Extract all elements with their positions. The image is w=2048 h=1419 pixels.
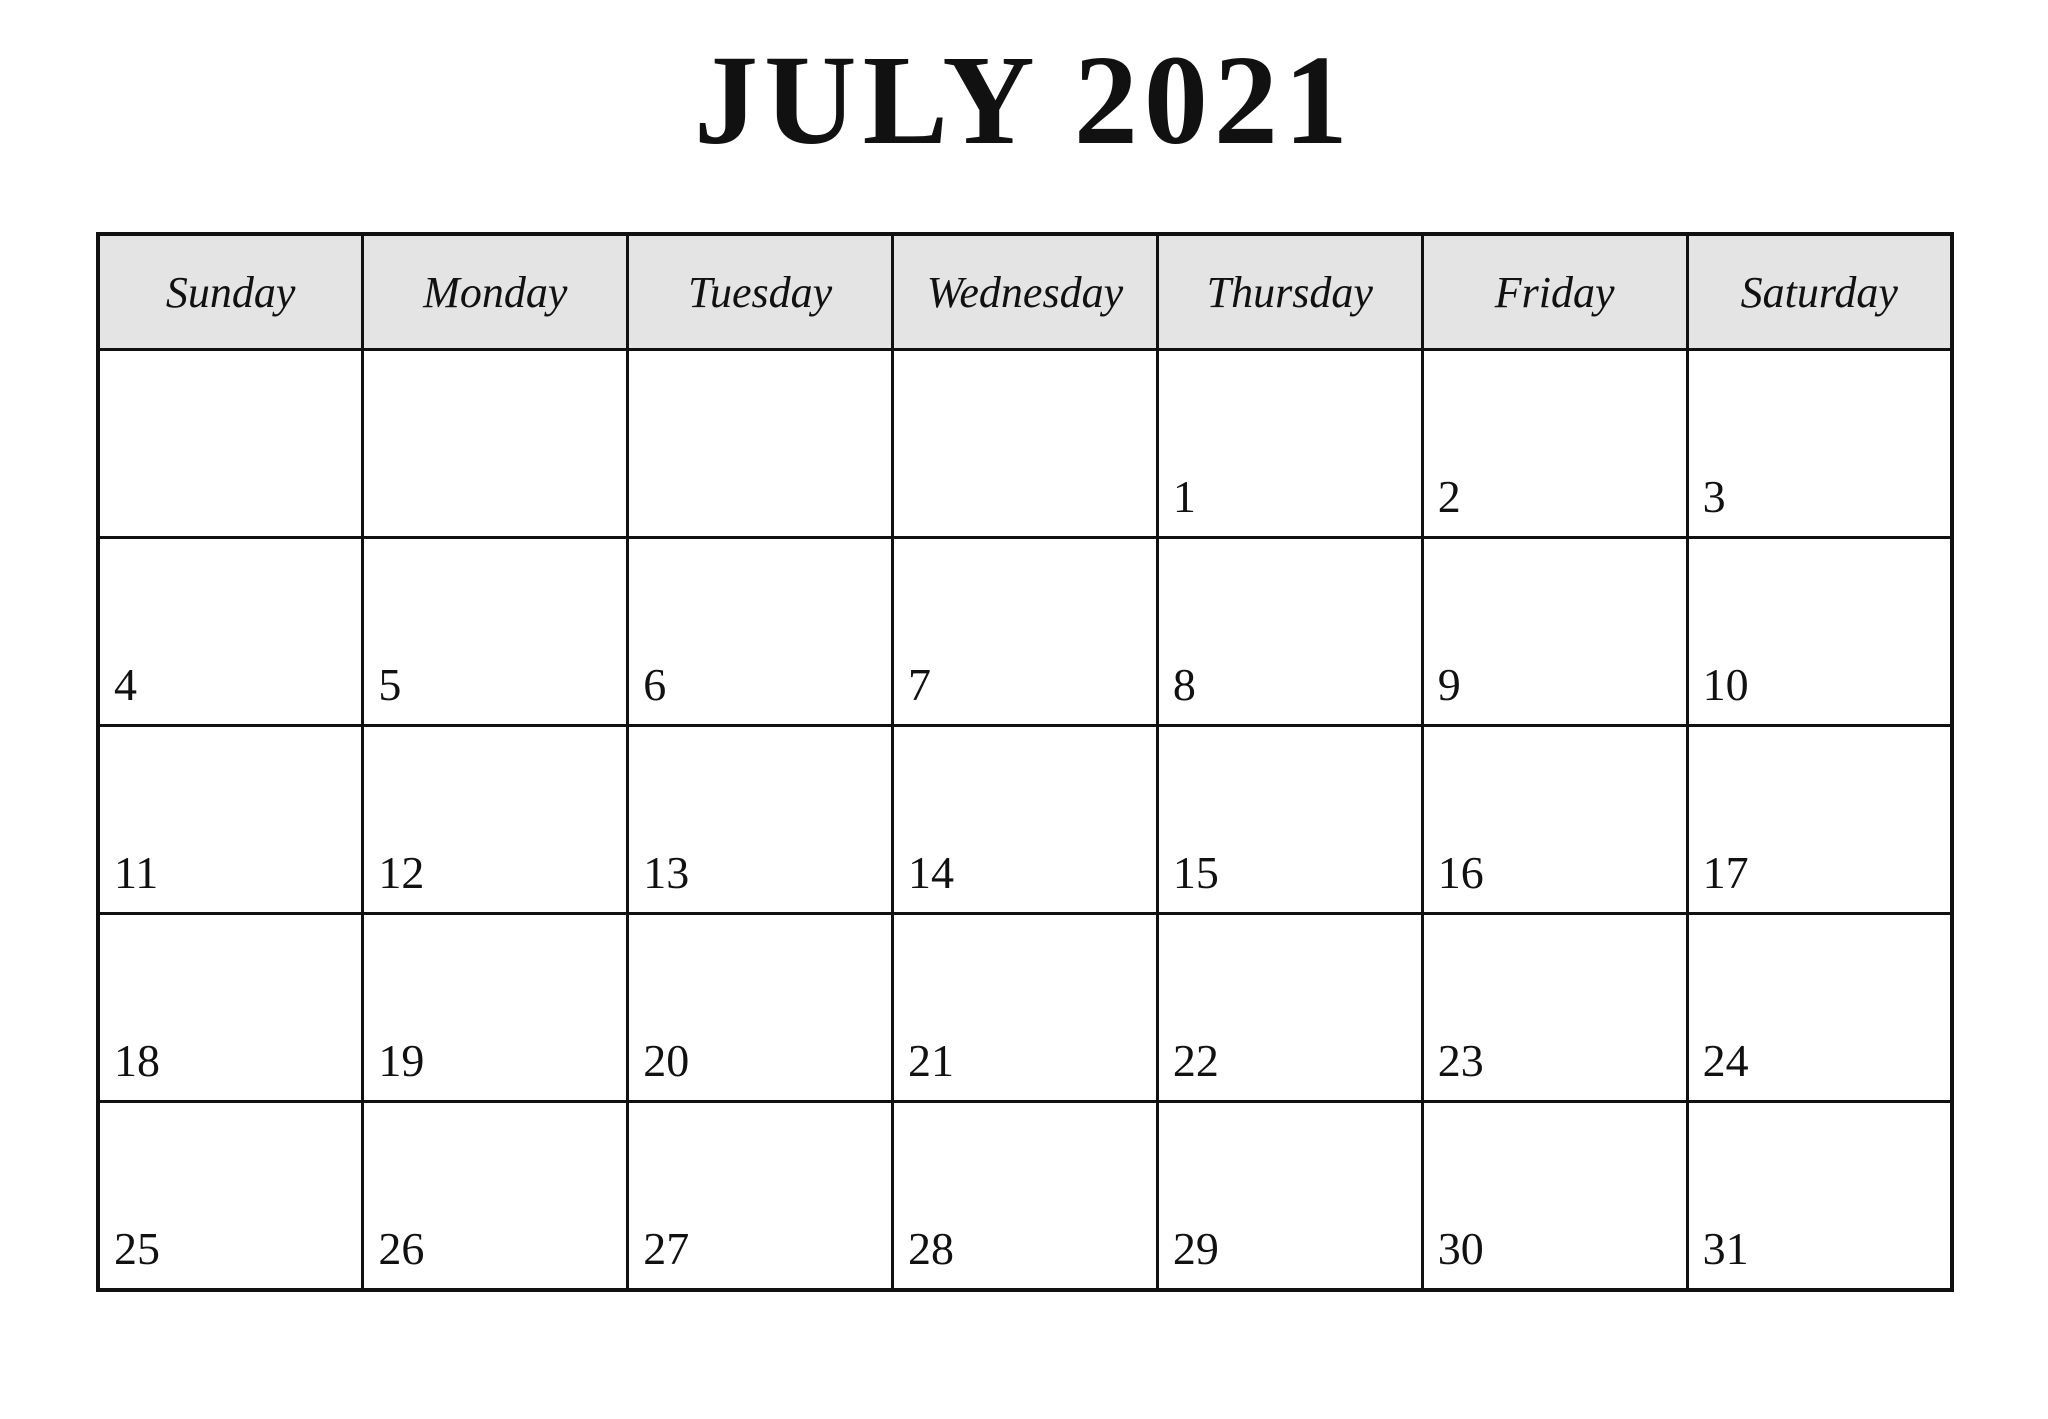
day-cell[interactable] <box>98 914 363 1102</box>
day-cell[interactable] <box>363 1102 628 1291</box>
day-cell[interactable] <box>1687 538 1952 726</box>
day-cell[interactable] <box>1157 726 1422 914</box>
day-number: 30 <box>1437 1223 1484 1274</box>
day-number: 31 <box>1702 1223 1749 1274</box>
day-number: 12 <box>378 847 425 898</box>
day-number <box>629 474 891 536</box>
day-cell[interactable] <box>893 538 1158 726</box>
calendar-container <box>96 232 1954 1292</box>
day-cell[interactable] <box>1422 538 1687 726</box>
day-cell[interactable] <box>1157 538 1422 726</box>
month-calendar-table <box>96 232 1954 1292</box>
calendar-week-row <box>98 726 1952 914</box>
day-cell[interactable] <box>1687 914 1952 1102</box>
day-number: 6 <box>643 659 667 710</box>
weekday-header-wednesday: Wednesday <box>893 234 1158 350</box>
calendar-week-row <box>98 350 1952 538</box>
day-cell[interactable] <box>893 726 1158 914</box>
day-cell[interactable] <box>1422 1102 1687 1291</box>
calendar-week-row <box>98 1102 1952 1291</box>
day-number <box>100 474 361 536</box>
day-cell[interactable] <box>1422 914 1687 1102</box>
day-cell[interactable] <box>628 350 893 538</box>
day-number: 11 <box>114 847 159 898</box>
day-cell[interactable] <box>98 538 363 726</box>
day-number: 19 <box>378 1035 425 1086</box>
day-number: 23 <box>1437 1035 1484 1086</box>
day-cell[interactable] <box>1157 914 1422 1102</box>
day-cell[interactable] <box>363 350 628 538</box>
day-number: 26 <box>378 1223 425 1274</box>
day-number: 3 <box>1702 471 1726 522</box>
day-number: 28 <box>908 1223 955 1274</box>
day-number: 8 <box>1172 659 1196 710</box>
weekday-header-thursday: Thursday <box>1157 234 1422 350</box>
day-number <box>894 474 1156 536</box>
calendar-header-row <box>98 234 1952 350</box>
day-cell[interactable] <box>1157 1102 1422 1291</box>
day-cell[interactable] <box>363 538 628 726</box>
day-number: 10 <box>1702 659 1749 710</box>
calendar-week-row <box>98 538 1952 726</box>
day-number: 25 <box>114 1223 160 1274</box>
day-cell[interactable] <box>1422 726 1687 914</box>
calendar-body <box>98 350 1952 1291</box>
calendar-week-row <box>98 914 1952 1102</box>
day-cell[interactable] <box>98 1102 363 1291</box>
day-number: 2 <box>1437 471 1461 522</box>
day-number: 5 <box>378 659 402 710</box>
day-number: 20 <box>643 1035 690 1086</box>
weekday-header-monday: Monday <box>363 234 628 350</box>
day-cell[interactable] <box>98 726 363 914</box>
day-cell[interactable] <box>98 350 363 538</box>
day-number: 27 <box>643 1223 690 1274</box>
weekday-header-friday: Friday <box>1422 234 1687 350</box>
day-cell[interactable] <box>893 350 1158 538</box>
day-number: 13 <box>643 847 690 898</box>
day-cell[interactable] <box>363 726 628 914</box>
day-cell[interactable] <box>1687 726 1952 914</box>
day-number: 21 <box>908 1035 955 1086</box>
day-number: 7 <box>908 659 932 710</box>
page-title: JULY 2021 <box>694 29 1354 171</box>
day-cell[interactable] <box>628 538 893 726</box>
day-cell[interactable] <box>628 726 893 914</box>
day-cell[interactable] <box>893 914 1158 1102</box>
day-number: 4 <box>114 659 137 710</box>
day-number: 29 <box>1172 1223 1219 1274</box>
day-number: 17 <box>1702 847 1749 898</box>
day-number: 1 <box>1172 471 1196 522</box>
day-cell[interactable] <box>628 914 893 1102</box>
day-number: 15 <box>1172 847 1219 898</box>
weekday-header-sunday: Sunday <box>98 234 363 350</box>
day-number <box>364 474 626 536</box>
weekday-header-saturday: Saturday <box>1687 234 1952 350</box>
day-cell[interactable] <box>363 914 628 1102</box>
day-number: 16 <box>1437 847 1484 898</box>
day-cell[interactable] <box>1422 350 1687 538</box>
day-cell[interactable] <box>1687 1102 1952 1291</box>
day-cell[interactable] <box>628 1102 893 1291</box>
day-number: 22 <box>1172 1035 1219 1086</box>
weekday-header-tuesday: Tuesday <box>628 234 893 350</box>
day-number: 18 <box>114 1035 160 1086</box>
day-number: 14 <box>908 847 955 898</box>
day-cell[interactable] <box>1687 350 1952 538</box>
day-cell[interactable] <box>1157 350 1422 538</box>
day-number: 24 <box>1702 1035 1749 1086</box>
day-number: 9 <box>1437 659 1461 710</box>
day-cell[interactable] <box>893 1102 1158 1291</box>
